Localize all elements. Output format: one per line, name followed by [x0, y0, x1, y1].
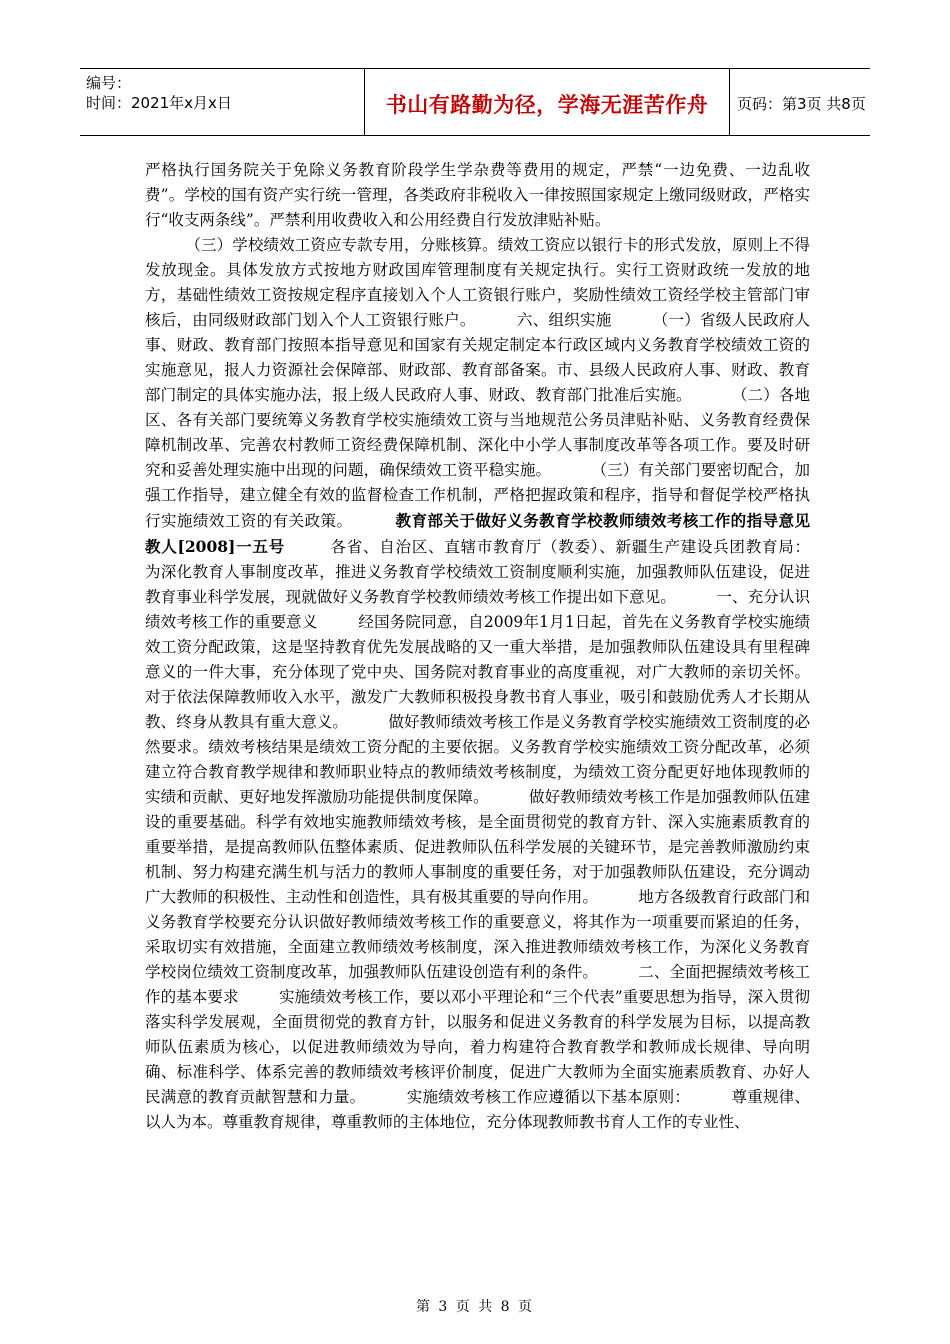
document-body [145, 158, 854, 1135]
page-header [80, 68, 870, 136]
header-meta [86, 73, 281, 113]
page-footer: 第 3 页 共 8 页 [415, 1299, 535, 1315]
document-number-label: 编号： [86, 74, 132, 92]
header-divider [729, 69, 730, 135]
body-paragraphs-part2: 各省、自治区、直辖市教育厅（教委）、新疆生产建设兵团教育局： 为深化教育人事制度改革，推进义务教育学校绩效工资制度顺利实施，加强教师队伍建设，促进教育事业科学发展，现就做好义务教育学校教师绩效考核工作提出如下意见。 一、充分认识绩效考核工作的重要意义 经国务院同意，自2009年1月1日起，首先在义务教育学校实施绩效工资分配政策，这是坚持教育优先发展战略的又一重大举措，是加强教师队伍建设具有里程碑意义的一件大事，充分体现了党中央、国务院对教育事业的高度重视，对广大教师的亲切关怀。对于依法保障教师收入水平，激发广大教师积极投身教书育人事业，吸引和鼓励优秀人才长期从教、终身从教具有重大意义。 做好教师绩效考核工作是义务教育学校实施绩效工资制度的必然要求。绩效考核结果是绩效工资分配的主要依据。义务教育学校实施绩效工资分配改革，必须建立符合教育教学规律和教师职业特点的教师绩效考核制度，为绩效工资分配更好地体现教师的实绩和贡献、更好地发挥激励功能提供制度保障。 做好教师绩效考核工作是加强教师队伍建设的重要基础。科学有效地实施教师绩效考核，是全面贯彻党的教育方针、深入实施素质教育的重要举措，是提高教师队伍整体素质、促进教师队伍科学发展的关键环节，是完善教师激励约束机制、努力构建充满生机与活力的教师人事制度的重要任务，对于加强教师队伍建设，充分调动广大教师的积极性、主动性和创造性，具有极其重要的导向作用。 地方各级教育行政部门和义务教育学校要充分认识做好教师绩效考核工作的重要意义，将其作为一项重要而紧迫的任务，采取切实有效措施，全面建立教师绩效考核制度，深入推进教师绩效考核工作，为深化义务教育学校岗位绩效工资制度改革，加强教师队伍建设创造有利的条件。 二、全面把握绩效考核工作的基本要求 实施绩效考核工作，要以邓小平理论和“三个代表”重要思想为指导，深入贯彻落实科学发展观，全面贯彻党的教育方针，以服务和促进义务教育的科学发展为目标，以提高教师队伍素质为核心，以促进教师绩效为导向，着力构建符合教育教学和教师成长规律、导向明确、标准科学、体系完善的教师绩效考核评价制度，促进广大教师为全面实施素质教育、办好人民满意的教育贡献智慧和力量。 实施绩效考核工作应遵循以下基本原则： 尊重规律、以人为本。尊重教育规律，尊重教师的主体地位，充分体现教师教书育人工作的专业性、 [145, 538, 850, 1131]
header-motto: 书山有路勤为径，学海无涯苦作舟 [385, 93, 709, 117]
document-section-title: 教育部关于做好义务教育学校教师绩效考核工作的指导意见 教人[2008]一五号 [145, 511, 854, 556]
body-paragraphs-part1: 严格执行国务院关于免除义务教育阶段学生学杂费等费用的规定，严禁“一边免费、一边乱收费”。学校的国有资产实行统一管理，各类政府非税收入一律按照国家规定上缴同级财政，严格实行“收支两条线”。严禁利用收费收入和公用经费自行发放津贴补贴。 （三）学校绩效工资应专款专用，分账核算。绩效工资应以银行卡的形式发放，原则上不得发放现金。具体发放方式按地方财政国库管理制度有关规定执行。实行工资财政统一发放的地方，基础性绩效工资按规定程序直接划入个人工资银行账户，奖励性绩效工资经学校主管部门审核后，由同级财政部门划入个人工资银行账户。 六、组织实施 （一）省级人民政府人事、财政、教育部门按照本指导意见和国家有关规定制定本行政区域内义务教育学校绩效工资的实施意见，报人力资源社会保障部、财政部、教育部备案。市、县级人民政府人事、财政、教育部门制定的具体实施办法，报上级人民政府人事、财政、教育部门批准后实施。 （二）各地区、各有关部门要统筹义务教育学校实施绩效工资与当地规范公务员津贴补贴、义务教育经费保障机制改革、完善农村教师工资经费保障机制、深化中小学人事制度改革等各项工作。要及时研究和妥善处理实施中出现的问题，确保绩效工资平稳实施。 （三）有关部门要密切配合，加强工作指导，建立健全有效的监督检查工作机制，严格把握政策和程序，指导和督促学校严格执行实施绩效工资的有关政策。 [145, 161, 810, 530]
document-date-label: 时间：2021年x月x日 [86, 94, 232, 112]
header-page-number: 页码：第3页 共8页 [737, 95, 866, 113]
